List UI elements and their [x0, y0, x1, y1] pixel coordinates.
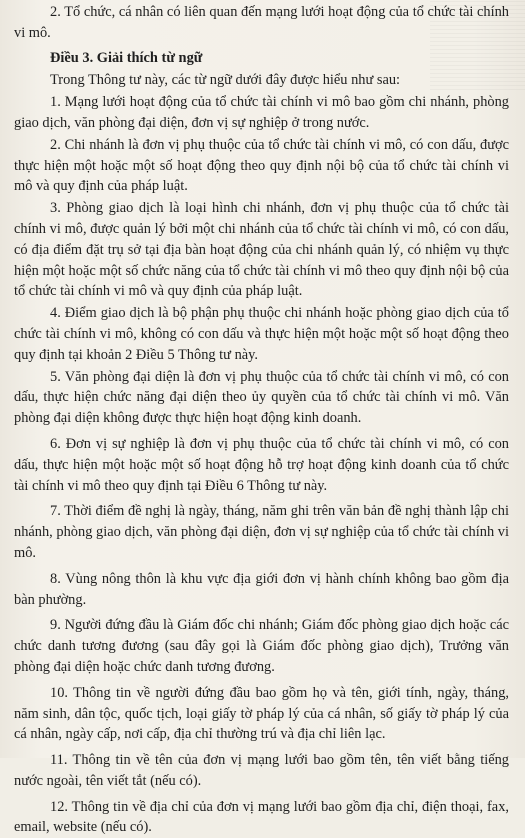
article-3-intro: Trong Thông tư này, các từ ngữ dưới đây được hiểu như sau: [50, 72, 401, 89]
definition-9: 9. Người đứng đầu là Giám đốc chi nhánh; Giám đốc phòng giao dịch hoặc các chức danh tương đương (sau đây gọi là Giám đốc phòng giao dịch), Trưởng văn phòng đại diện hoặc chức danh tương đương. [14, 617, 509, 675]
definition-11: 11. Thông tin về tên của đơn vị mạng lưới bao gồm tên, tên viết bằng tiếng nước ngoài, tên viết tắt (nếu có). [14, 752, 509, 789]
definition-12: 12. Thông tin về địa chỉ của đơn vị mạng lưới bao gồm địa chỉ, điện thoại, fax, email, website (nếu có). [14, 798, 509, 836]
definition-7: 7. Thời điểm đề nghị là ngày, tháng, năm ghi trên văn bản đề nghị thành lập chi nhánh, phòng giao dịch, văn phòng đại diện, đơn vị sự nghiệp của tổ chức tài chính vi mô. [14, 503, 509, 561]
definition-5: 5. Văn phòng đại diện là đơn vị phụ thuộc của tổ chức tài chính vi mô, có con dấu, thực hiện chức năng đại diện theo ủy quyền của tổ chức tài chính vi mô. Văn phòng đại diện không được thực hiện hoạt động kinh doanh. [14, 368, 509, 427]
clause-2-subject: 2. Tổ chức, cá nhân có liên quan đến mạng lưới hoạt động của tổ chức tài chính vi mô. [14, 4, 509, 41]
definition-2: 2. Chi nhánh là đơn vị phụ thuộc của tổ chức tài chính vi mô, có con dấu, được thực hiện một hoặc một số hoạt động theo quy định nội bộ của tổ chức tài chính vi mô và quy định của pháp luật. [14, 136, 509, 195]
definition-8: 8. Vùng nông thôn là khu vực địa giới đơn vị hành chính không bao gồm địa bàn phường. [14, 570, 509, 608]
definition-4: 4. Điểm giao dịch là bộ phận phụ thuộc chi nhánh hoặc phòng giao dịch của tổ chức tài chính vi mô, không có con dấu và thực hiện một hoặc một số hoạt động theo quy định tại khoản 2 Điều 5 Thông tư này. [14, 305, 509, 363]
article-3-heading: Điều 3. Giải thích từ ngữ [50, 49, 203, 66]
definition-1: 1. Mạng lưới hoạt động của tổ chức tài chính vi mô bao gồm chi nhánh, phòng giao dịch, văn phòng đại diện, đơn vị sự nghiệp ở trong nước. [14, 94, 509, 131]
definition-10: 10. Thông tin về người đứng đầu bao gồm họ và tên, giới tính, ngày, tháng, năm sinh, dân tộc, quốc tịch, loại giấy tờ pháp lý của cá nhân, số giấy tờ pháp lý của cá nhân, ngày cấp, nơi cấp, địa chỉ thường trú và địa chỉ liên lạc. [14, 684, 509, 743]
definition-3: 3. Phòng giao dịch là loại hình chi nhánh, đơn vị phụ thuộc của tổ chức tài chính vi mô, được quản lý bởi một chi nhánh của tổ chức tài chính vi mô, có con dấu, có địa điểm đặt trụ sở tại địa bàn hoạt động của chi nhánh quản lý, có nhiệm vụ thực hiện một hoặc một số chức năng của tổ chức tài chính vi mô theo quy định nội bộ của tổ chức tài chính vi mô và quy định của pháp luật. [14, 200, 509, 300]
definition-6: 6. Đơn vị sự nghiệp là đơn vị phụ thuộc của tổ chức tài chính vi mô, có con dấu, thực hiện một hoặc một số hoạt động hỗ trợ hoạt động kinh doanh của tổ chức tài chính vi mô theo quy định tại Điều 6 Thông tư này. [14, 435, 509, 494]
